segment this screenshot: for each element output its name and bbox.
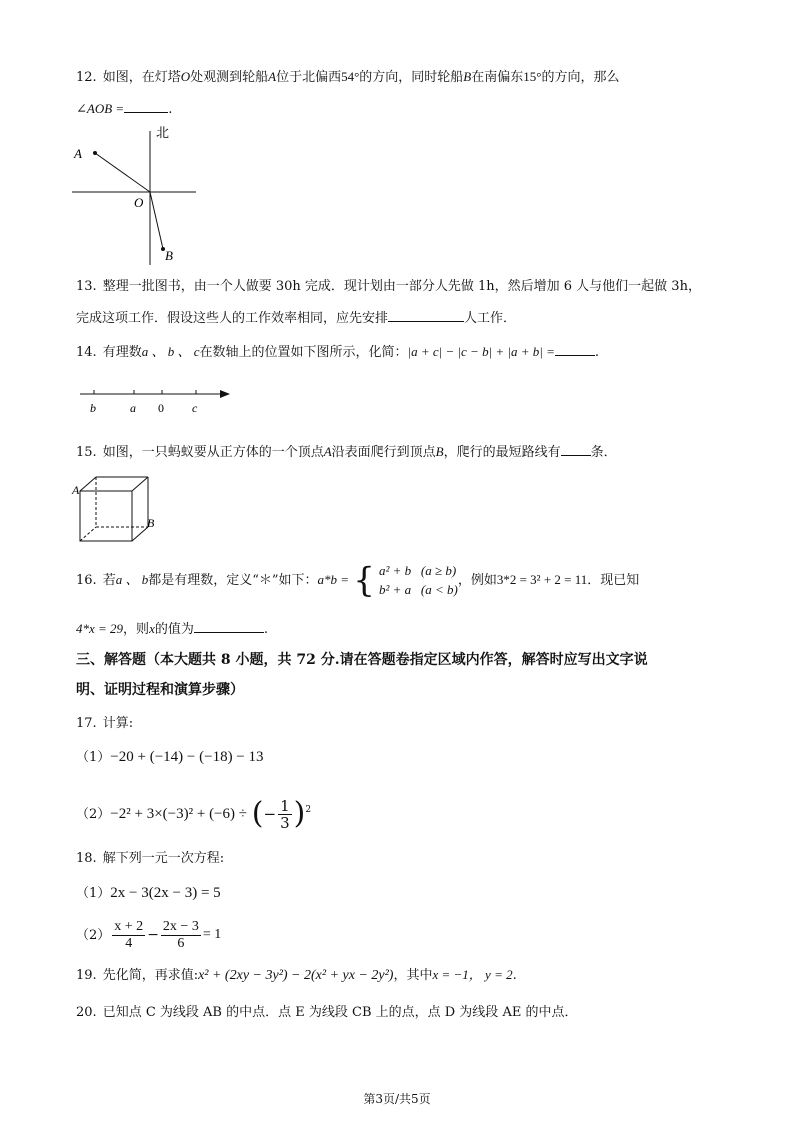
axis-label-b: b xyxy=(90,401,96,415)
q12-text-e: 在南偏东 xyxy=(471,70,524,85)
axis-label-c: c xyxy=(192,401,198,415)
q15-var-a: A xyxy=(323,444,332,459)
section-heading-line1: 三、解答题（本大题共 8 小题，共 72 分.请在答题卷指定区域内作答，解答时应写出文字说 xyxy=(76,652,648,668)
answer-blank[interactable] xyxy=(388,309,464,322)
q16-var-x: x xyxy=(149,621,155,636)
q12-var-b: B xyxy=(463,69,472,84)
q12-var-o: O xyxy=(180,69,191,84)
q17-title-text: 计算: xyxy=(102,716,134,731)
part-label: （1） xyxy=(76,886,111,901)
q12-angle2: 15° xyxy=(523,69,542,84)
q19-condition: x = −1， y = 2 xyxy=(432,967,513,982)
q17-part1 xyxy=(76,747,264,767)
q19-text-a: 先化简，再求值: xyxy=(102,968,199,983)
q16-case1-expr: a² + b xyxy=(378,563,412,578)
q16-piecewise xyxy=(353,559,458,603)
fraction-denominator: 6 xyxy=(177,935,185,951)
cube-vertex-b: B xyxy=(147,516,155,530)
q12-angle1: 54° xyxy=(341,69,360,84)
q19-expr: x² + (2xy − 3y²) − 2(x² + yx − 2y²) xyxy=(198,968,394,983)
q18-title xyxy=(76,850,224,868)
right-paren: ) xyxy=(293,796,306,831)
q14-number-line xyxy=(78,386,238,416)
question-number: 17. xyxy=(76,716,97,731)
fraction-numerator: 1 xyxy=(280,796,290,815)
q14-end: . xyxy=(594,345,600,360)
q13-text-line1: 整理一批图书，由一个人做要 30h 完成．现计划由一部分人先做 1h，然后增加 6 人与他们一起做 3h， xyxy=(102,279,701,294)
question-number: 12. xyxy=(76,70,97,85)
q19-line xyxy=(76,966,517,985)
q16-text-f: 的值为 xyxy=(154,622,194,637)
q15-text-c: ，爬行的最短路线有 xyxy=(443,445,561,460)
q12-line2 xyxy=(76,100,172,119)
q15-line xyxy=(76,443,617,462)
q12-text-a: 如图，在灯塔 xyxy=(102,70,181,85)
q18-part2 xyxy=(76,915,221,956)
point-o-label: O xyxy=(134,195,144,210)
exponent: 2 xyxy=(305,805,312,815)
q16-text-a: 若 xyxy=(102,573,116,588)
fraction-denominator: 4 xyxy=(125,935,133,951)
answer-blank[interactable] xyxy=(194,620,264,633)
point-a-label: A xyxy=(74,146,82,161)
q17-p1-expr: −20 + (−14) − (−18) − 13 xyxy=(110,749,264,765)
q16-end: . xyxy=(263,622,268,637)
q13-line1 xyxy=(76,278,701,296)
question-number: 14. xyxy=(76,345,97,360)
question-number: 19. xyxy=(76,968,97,983)
cube-vertex-a: A xyxy=(72,483,80,497)
q16-def-lhs: a*b = xyxy=(317,572,350,587)
q15-text-a: 如图，一只蚂蚁要从正方体的一个顶点 xyxy=(102,445,324,460)
q12-compass-figure xyxy=(70,125,210,265)
q18-fraction1 xyxy=(112,919,145,952)
q12-text-d: 的方向，同时轮船 xyxy=(359,70,464,85)
q15-text-b: 沿表面爬行到顶点 xyxy=(331,445,436,460)
q16-given: 4*x = 29 xyxy=(76,621,124,636)
answer-blank[interactable] xyxy=(555,343,595,356)
answer-blank[interactable] xyxy=(124,100,168,113)
answer-blank[interactable] xyxy=(561,443,591,456)
q16-case2-cond: (a < b) xyxy=(420,582,458,597)
q17-part2 xyxy=(76,790,311,835)
question-number: 16. xyxy=(76,573,97,588)
q14-expr: |a + c| − |c − b| + |a + b| = xyxy=(407,344,555,359)
q15-var-b: B xyxy=(435,444,444,459)
q16-text-e: ，则 xyxy=(123,622,150,637)
q14-line xyxy=(76,343,599,362)
fraction-denominator: 3 xyxy=(280,813,290,832)
q15-text-d: 条． xyxy=(590,445,617,460)
q13-text-line2a: 完成这项工作．假设这些人的工作效率相同，应先安排 xyxy=(76,311,389,326)
q17-fraction xyxy=(278,798,292,831)
q20-line xyxy=(76,1004,577,1022)
fraction-numerator: 2x − 3 xyxy=(162,918,199,934)
q12-end: . xyxy=(168,102,173,117)
q13-line2 xyxy=(76,309,516,328)
q19-end: . xyxy=(512,968,517,983)
question-number: 20. xyxy=(76,1005,97,1020)
q16-text-d: ．现已知 xyxy=(587,573,640,588)
fraction-numerator: x + 2 xyxy=(114,918,144,934)
q19-text-b: ，其中 xyxy=(393,968,433,983)
q16-vars: a 、 b xyxy=(115,572,149,587)
q16-example: 3*2 = 3² + 2 = 11 xyxy=(496,572,588,587)
q16-text-b: 都是有理数，定义“＊”如下： xyxy=(148,573,318,588)
q16-line2 xyxy=(76,620,268,639)
q16-case2-expr: b² + a xyxy=(378,582,412,597)
north-label: 北 xyxy=(156,126,170,141)
q12-text-c: 位于北偏西 xyxy=(276,70,342,85)
q12-line1 xyxy=(76,68,619,87)
q12-expr: ∠AOB = xyxy=(76,101,125,116)
q13-text-line2b: 人工作． xyxy=(464,311,517,326)
q14-text-a: 有理数 xyxy=(102,345,142,360)
question-number: 13. xyxy=(76,279,97,294)
axis-label-a: a xyxy=(130,401,136,415)
q12-text-b: 处观测到轮船 xyxy=(190,70,269,85)
axis-label-zero: 0 xyxy=(158,401,164,415)
part-label: （2） xyxy=(76,807,111,822)
minus-sign: − xyxy=(263,805,277,823)
q14-text-b: 在数轴上的位置如下图所示，化简： xyxy=(199,345,408,360)
brace-icon: { xyxy=(353,560,375,600)
question-number: 18. xyxy=(76,851,97,866)
point-b-label: B xyxy=(165,248,173,263)
part-label: （1） xyxy=(76,750,111,765)
q12-var-a: A xyxy=(268,69,277,84)
q16-text-c: ，例如 xyxy=(457,573,497,588)
q17-title xyxy=(76,715,133,733)
q12-text-f: 的方向，那么 xyxy=(541,70,620,85)
q20-text: 已知点 C 为线段 AB 的中点．点 E 为线段 CB 上的点，点 D 为线段 AE 的中点． xyxy=(102,1005,578,1020)
q18-p1-expr: 2x − 3(2x − 3) = 5 xyxy=(110,885,221,901)
q18-p2-rhs: = 1 xyxy=(202,927,222,942)
q18-part1 xyxy=(76,883,221,903)
q16-case2 xyxy=(379,580,458,599)
minus-sign: − xyxy=(147,927,159,943)
part-label: （2） xyxy=(76,928,111,943)
q15-cube-figure xyxy=(72,475,172,545)
left-paren: ( xyxy=(251,796,264,831)
section-heading-line2: 明、证明过程和演算步骤） xyxy=(76,682,244,698)
q18-fraction2 xyxy=(161,919,201,952)
q18-title-text: 解下列一元一次方程: xyxy=(102,851,225,866)
q16-line1 xyxy=(76,558,639,603)
question-number: 15. xyxy=(76,445,97,460)
q16-case1-cond: (a ≥ b) xyxy=(420,563,457,578)
page-footer: 第3页/共5页 xyxy=(363,1092,431,1106)
q17-p2-expr: −2² + 3×(−3)² + (−6) ÷ xyxy=(110,806,247,822)
q16-case1 xyxy=(379,561,458,580)
q14-vars: a 、 b 、 c xyxy=(141,344,200,359)
